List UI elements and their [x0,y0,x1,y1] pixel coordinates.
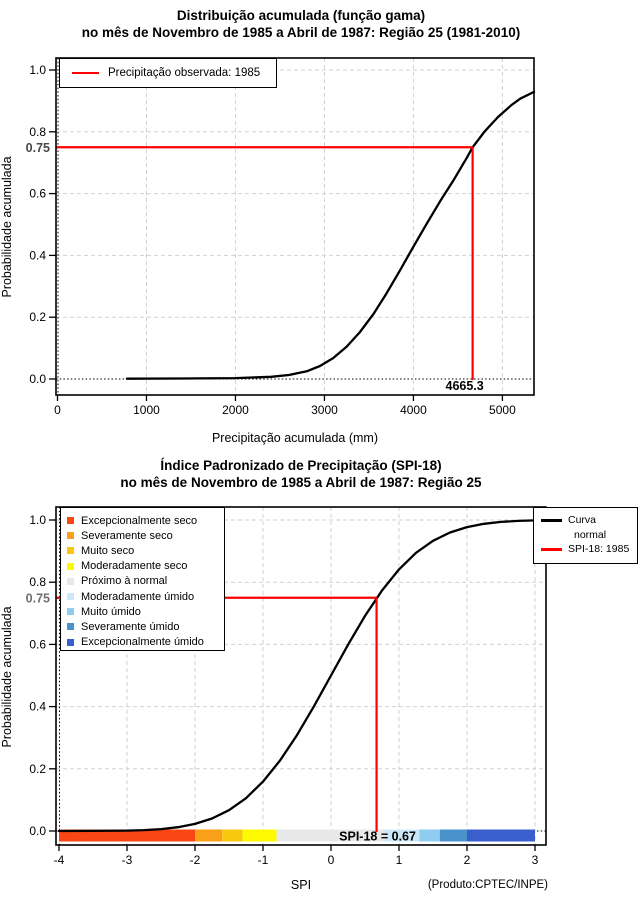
spi-value-annotation: SPI-18 = 0.67 [339,829,416,844]
category-legend-item [67,528,224,543]
spi-category-legend [60,507,225,651]
spi-category-bar-segment [419,830,439,842]
legend-label: Precipitação observada: 1985 [108,67,261,79]
chart-subtitle: no mês de Novembro de 1985 a Abril de 1987: Região 25 [120,475,482,490]
category-legend-item [67,635,224,650]
category-color-swatch [67,578,74,585]
category-label: Excepcionalmente seco [81,514,198,527]
y-axis-title: Probabilidade acumulada [0,606,14,748]
spi-category-bar-segment [195,830,222,842]
spi-category-bar-segment [440,830,467,842]
y-tick-label: 0.4 [29,699,46,714]
y-tick-label: 0.2 [29,761,46,776]
legend-label: normal [574,528,607,541]
y-tick-label: 0.0 [29,824,46,838]
category-label: Muito seco [81,544,135,557]
legend-item-curva-normal-line2 [534,528,637,543]
legend-label: SPI-18: 1985 [568,543,630,556]
marker-y-value-label: 0.75 [25,591,50,606]
marker-x-value-label: 4665.3 [445,379,484,393]
y-tick-label: 0.4 [29,248,46,263]
category-label: Moderadamente úmido [81,590,195,603]
x-tick-label: 4000 [400,403,427,417]
category-color-swatch [67,517,74,524]
legend [59,58,277,88]
category-label: Muito úmido [81,605,141,618]
category-legend-item [67,543,224,558]
category-color-swatch [67,532,74,539]
x-tick-label: 3000 [311,403,338,417]
curve-legend [533,507,638,564]
legend-item-curva-normal [534,513,637,528]
product-credit: (Produto:CPTEC/INPE) [427,879,548,891]
chart-title: Índice Padronizado de Precipitação (SPI-18) [160,458,442,473]
x-tick-label: 0 [327,853,335,867]
y-tick-label: 0.6 [29,186,46,201]
y-tick-label: 0.8 [29,124,46,139]
x-tick-label: 2000 [222,403,249,417]
marker-y-value-label: 0.75 [25,140,50,155]
category-color-swatch [67,593,74,600]
chart-subtitle: no mês de Novembro de 1985 a Abril de 1987: Região 25 (1981-2010) [81,25,521,40]
category-legend-item [67,513,224,528]
y-tick-label: 0.6 [29,637,46,652]
category-legend-item [67,589,224,604]
y-tick-label: 0.2 [29,310,46,325]
category-label: Excepcionalmente úmido [81,636,204,649]
x-tick-label: 3 [531,853,539,867]
category-label: Severamente úmido [81,620,180,633]
x-tick-label: -4 [53,853,65,867]
x-tick-label: -2 [189,853,201,867]
category-legend-item [67,574,224,589]
x-tick-label: 1 [395,853,403,867]
x-tick-label: 0 [54,403,61,417]
spi-category-bar-segment [243,830,277,842]
category-label: Moderadamente seco [81,560,188,573]
category-color-swatch [67,639,74,646]
category-color-swatch [67,563,74,570]
spi-category-bar-segment [467,830,535,842]
y-tick-label: 0.0 [29,372,46,386]
black-line-swatch [541,519,562,522]
y-tick-label: 1.0 [29,63,46,77]
y-tick-label: 0.8 [29,575,46,590]
x-tick-label: -1 [257,853,269,867]
y-tick-label: 1.0 [29,513,46,527]
x-tick-label: -3 [121,853,133,867]
category-legend-item [67,559,224,574]
y-axis-title: Probabilidade acumulada [0,156,14,298]
category-color-swatch [67,623,74,630]
category-label: Próximo à normal [81,575,168,588]
x-axis-title: SPI [290,878,312,892]
red-line-swatch [72,72,99,75]
x-axis-title: Precipitação acumulada (mm) [211,431,379,445]
x-tick-label: 2 [463,853,471,867]
category-color-swatch [67,547,74,554]
plot-frame [56,58,534,395]
legend-item-spi18-1985 [534,542,637,557]
x-tick-label: 5000 [489,403,516,417]
chart-title: Distribuição acumulada (função gama) [176,8,426,23]
category-color-swatch [67,608,74,615]
x-tick-label: 1000 [133,403,160,417]
category-label: Severamente seco [81,529,173,542]
spi-category-bar-segment [222,830,242,842]
red-line-swatch [541,548,562,551]
legend-label: Curva [568,514,597,527]
category-legend-item [67,604,224,619]
spi-chart [0,450,640,900]
category-legend-item [67,619,224,634]
